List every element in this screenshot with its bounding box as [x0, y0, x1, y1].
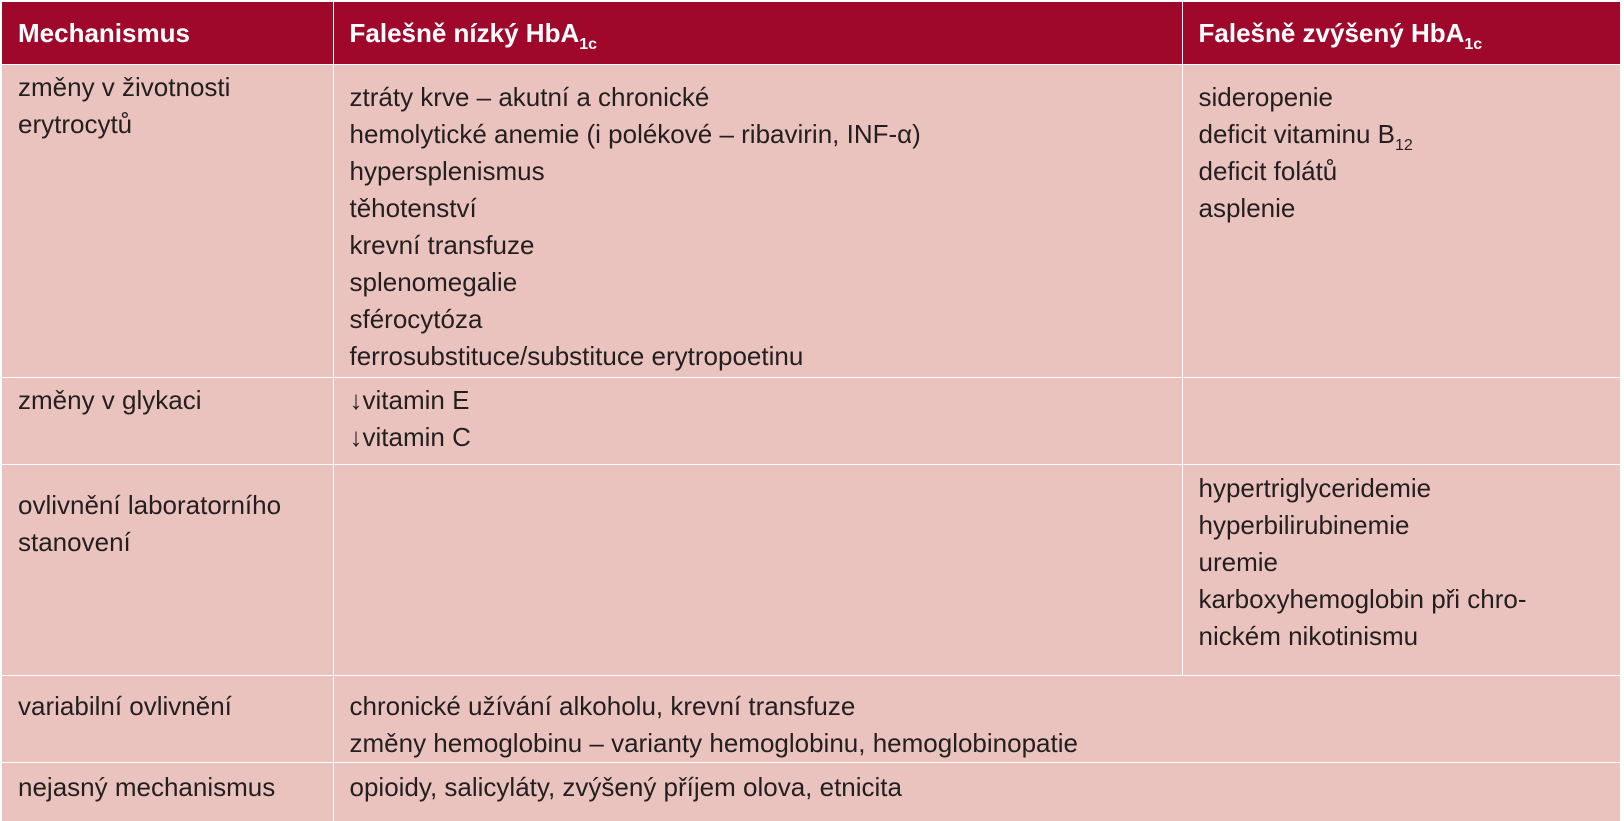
cell-line: sideropenie — [1199, 79, 1613, 116]
table-row — [2, 763, 1620, 821]
cell-line-b12 — [1199, 116, 1613, 153]
falsely-high-cell — [1182, 378, 1620, 465]
cell-line: ↓vitamin E — [350, 382, 1174, 419]
cell-line: hyperbilirubinemie — [1199, 507, 1613, 544]
cell-line: splenomegalie — [350, 264, 1174, 301]
hba1c-table — [2, 2, 1620, 821]
cell-line: karboxyhemoglobin při chro- — [1199, 581, 1613, 618]
cell-line: změny v glykaci — [18, 382, 325, 419]
mechanism-cell — [2, 676, 333, 763]
table-row — [2, 465, 1620, 676]
cell-line: hypersplenismus — [350, 153, 1174, 190]
cell-line: ztráty krve – akutní a chronické — [350, 79, 1174, 116]
header-high-text: Falešně zvýšený HbA — [1199, 18, 1465, 48]
cell-line: změny v životnosti — [18, 69, 325, 106]
header-falsely-low — [333, 2, 1182, 65]
b12-subscript: 12 — [1395, 137, 1413, 154]
falsely-high-cell — [1182, 65, 1620, 378]
falsely-low-cell — [333, 378, 1182, 465]
falsely-low-cell — [333, 465, 1182, 676]
cell-line: ↓vitamin C — [350, 419, 1174, 456]
cell-line: hemolytické anemie (i polékové – ribavirin, INF-α) — [350, 116, 1174, 153]
cell-line: stanovení — [18, 524, 325, 561]
cell-line: deficit folátů — [1199, 153, 1613, 190]
cell-line: změny hemoglobinu – varianty hemoglobinu, hemoglobinopatie — [350, 725, 1613, 762]
cell-line: nickém nikotinismu — [1199, 618, 1613, 655]
header-low-subscript: 1c — [579, 36, 597, 53]
mechanism-cell — [2, 65, 333, 378]
mechanism-cell — [2, 465, 333, 676]
cell-line: asplenie — [1199, 190, 1613, 227]
shared-cell — [333, 763, 1620, 821]
cell-line: uremie — [1199, 544, 1613, 581]
header-falsely-high — [1182, 2, 1620, 65]
header-mechanism: Mechanismus — [2, 2, 333, 65]
cell-text: deficit vitaminu B — [1199, 119, 1396, 149]
cell-line: hypertriglyceridemie — [1199, 470, 1613, 507]
cell-line: opioidy, salicyláty, zvýšený příjem olova, etnicita — [350, 769, 1613, 806]
cell-line: ovlivnění laboratorního — [18, 487, 325, 524]
mechanism-cell — [2, 763, 333, 821]
header-low-text: Falešně nízký HbA — [350, 18, 580, 48]
falsely-high-cell — [1182, 465, 1620, 676]
cell-line: erytrocytů — [18, 106, 325, 143]
mechanism-cell — [2, 378, 333, 465]
cell-line: sférocytóza — [350, 301, 1174, 338]
table-row — [2, 65, 1620, 378]
cell-line: krevní transfuze — [350, 227, 1174, 264]
cell-line: variabilní ovlivnění — [18, 688, 325, 725]
header-row — [2, 2, 1620, 65]
falsely-low-cell — [333, 65, 1182, 378]
header-high-subscript: 1c — [1464, 36, 1482, 53]
table-row — [2, 676, 1620, 763]
table-row — [2, 378, 1620, 465]
shared-cell — [333, 676, 1620, 763]
cell-line: nejasný mechanismus — [18, 769, 325, 806]
cell-line: chronické užívání alkoholu, krevní transfuze — [350, 688, 1613, 725]
cell-line: ferrosubstituce/substituce erytropoetinu — [350, 338, 1174, 375]
cell-line: těhotenství — [350, 190, 1174, 227]
